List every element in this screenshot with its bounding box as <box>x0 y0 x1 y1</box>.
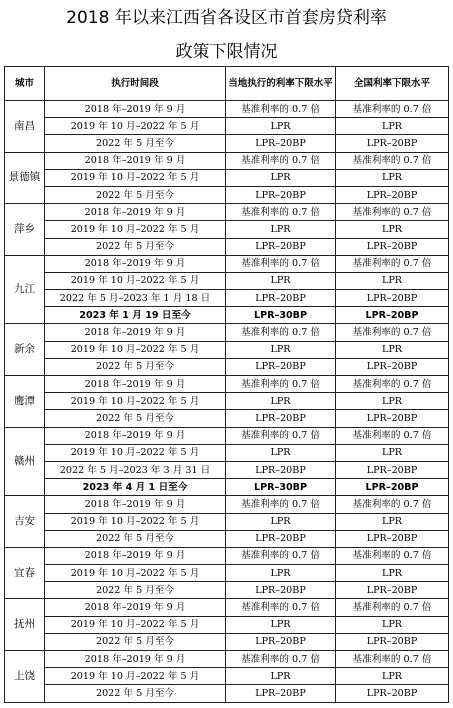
national-rate-cell: 基准利率的 0.7 倍 <box>336 651 449 668</box>
local-rate-cell: 基准利率的 0.7 倍 <box>226 152 336 169</box>
table-row <box>5 272 449 289</box>
header-city: 城市 <box>5 67 45 101</box>
national-rate-cell: LPR–20BP <box>336 290 449 307</box>
local-rate-cell: LPR <box>226 393 336 410</box>
period-cell: 2019 年 10 月–2022 年 5 月 <box>45 668 226 685</box>
period-cell: 2018 年–2019 年 9 月 <box>45 496 226 513</box>
period-cell: 2019 年 10 月–2022 年 5 月 <box>45 272 226 289</box>
header-national-rate: 全国利率下限水平 <box>336 67 449 101</box>
period-cell: 2018 年–2019 年 9 月 <box>45 152 226 169</box>
table-row <box>5 427 449 444</box>
national-rate-cell: LPR–20BP <box>336 685 449 702</box>
table-row <box>5 496 449 513</box>
period-cell: 2022 年 5 月–2023 年 1 月 18 日 <box>45 290 226 307</box>
table-row <box>5 186 449 203</box>
period-cell: 2018 年–2019 年 9 月 <box>45 376 226 393</box>
period-cell: 2018 年–2019 年 9 月 <box>45 547 226 564</box>
table-row <box>5 290 449 307</box>
period-cell: 2019 年 10 月–2022 年 5 月 <box>45 565 226 582</box>
table-row <box>5 204 449 221</box>
national-rate-cell: LPR–20BP <box>336 307 449 324</box>
national-rate-cell: LPR <box>336 221 449 238</box>
period-cell: 2023 年 1 月 19 日至今 <box>45 307 226 324</box>
local-rate-cell: LPR <box>226 565 336 582</box>
period-cell: 2019 年 10 月–2022 年 5 月 <box>45 393 226 410</box>
national-rate-cell: 基准利率的 0.7 倍 <box>336 547 449 564</box>
table-row <box>5 221 449 238</box>
city-cell: 南昌 <box>5 101 45 153</box>
period-cell: 2022 年 5 月至今 <box>45 530 226 547</box>
local-rate-cell: LPR <box>226 272 336 289</box>
period-cell: 2022 年 5 月至今 <box>45 238 226 255</box>
national-rate-cell: LPR <box>336 565 449 582</box>
national-rate-cell: LPR–20BP <box>336 633 449 650</box>
national-rate-cell: LPR–20BP <box>336 186 449 203</box>
local-rate-cell: LPR <box>226 444 336 461</box>
table-row <box>5 152 449 169</box>
national-rate-cell: 基准利率的 0.7 倍 <box>336 376 449 393</box>
local-rate-cell: LPR <box>226 616 336 633</box>
local-rate-cell: LPR–20BP <box>226 135 336 152</box>
table-row <box>5 616 449 633</box>
national-rate-cell: LPR <box>336 118 449 135</box>
local-rate-cell: LPR <box>226 341 336 358</box>
local-rate-cell: 基准利率的 0.7 倍 <box>226 496 336 513</box>
table-row <box>5 307 449 324</box>
national-rate-cell: LPR–20BP <box>336 410 449 427</box>
period-cell: 2018 年–2019 年 9 月 <box>45 427 226 444</box>
national-rate-cell: LPR–20BP <box>336 238 449 255</box>
local-rate-cell: LPR–20BP <box>226 238 336 255</box>
header-period: 执行时间段 <box>45 67 226 101</box>
national-rate-cell: LPR <box>336 169 449 186</box>
table-row <box>5 393 449 410</box>
table-row <box>5 341 449 358</box>
local-rate-cell: 基准利率的 0.7 倍 <box>226 599 336 616</box>
local-rate-cell: 基准利率的 0.7 倍 <box>226 324 336 341</box>
local-rate-cell: LPR <box>226 118 336 135</box>
local-rate-cell: LPR <box>226 513 336 530</box>
city-cell: 新余 <box>5 324 45 376</box>
header-local-rate: 当地执行的利率下限水平 <box>226 67 336 101</box>
period-cell: 2023 年 4 月 1 日至今 <box>45 479 226 496</box>
national-rate-cell: 基准利率的 0.7 倍 <box>336 496 449 513</box>
period-cell: 2018 年–2019 年 9 月 <box>45 324 226 341</box>
period-cell: 2019 年 10 月–2022 年 5 月 <box>45 444 226 461</box>
period-cell: 2022 年 5 月至今 <box>45 410 226 427</box>
national-rate-cell: 基准利率的 0.7 倍 <box>336 204 449 221</box>
national-rate-cell: 基准利率的 0.7 倍 <box>336 152 449 169</box>
period-cell: 2022 年 5 月至今 <box>45 186 226 203</box>
period-cell: 2022 年 5 月至今 <box>45 358 226 375</box>
table-row <box>5 135 449 152</box>
local-rate-cell: 基准利率的 0.7 倍 <box>226 255 336 272</box>
city-cell: 抚州 <box>5 599 45 651</box>
period-cell: 2018 年–2019 年 9 月 <box>45 204 226 221</box>
period-cell: 2018 年–2019 年 9 月 <box>45 101 226 118</box>
table-row <box>5 547 449 564</box>
local-rate-cell: 基准利率的 0.7 倍 <box>226 204 336 221</box>
national-rate-cell: LPR <box>336 616 449 633</box>
period-cell: 2018 年–2019 年 9 月 <box>45 599 226 616</box>
period-cell: 2019 年 10 月–2022 年 5 月 <box>45 221 226 238</box>
period-cell: 2019 年 10 月–2022 年 5 月 <box>45 118 226 135</box>
local-rate-cell: LPR–20BP <box>226 633 336 650</box>
period-cell: 2019 年 10 月–2022 年 5 月 <box>45 513 226 530</box>
table-row <box>5 324 449 341</box>
national-rate-cell: 基准利率的 0.7 倍 <box>336 427 449 444</box>
period-cell: 2022 年 5 月至今 <box>45 582 226 599</box>
table-row <box>5 410 449 427</box>
table-row <box>5 118 449 135</box>
table-row <box>5 651 449 668</box>
local-rate-cell: LPR–20BP <box>226 685 336 702</box>
table-row <box>5 376 449 393</box>
rate-table <box>4 66 449 703</box>
city-cell: 萍乡 <box>5 204 45 256</box>
period-cell: 2022 年 5 月至今 <box>45 633 226 650</box>
local-rate-cell: LPR–20BP <box>226 186 336 203</box>
table-row <box>5 169 449 186</box>
national-rate-cell: LPR <box>336 668 449 685</box>
local-rate-cell: 基准利率的 0.7 倍 <box>226 376 336 393</box>
period-cell: 2018 年–2019 年 9 月 <box>45 651 226 668</box>
table-row <box>5 582 449 599</box>
page-subtitle: 政策下限情况 <box>175 42 278 62</box>
table-row <box>5 530 449 547</box>
period-cell: 2022 年 5 月至今 <box>45 135 226 152</box>
period-cell: 2018 年–2019 年 9 月 <box>45 255 226 272</box>
national-rate-cell: LPR–20BP <box>336 582 449 599</box>
national-rate-cell: LPR <box>336 513 449 530</box>
national-rate-cell: 基准利率的 0.7 倍 <box>336 599 449 616</box>
local-rate-cell: LPR <box>226 668 336 685</box>
table-row <box>5 668 449 685</box>
local-rate-cell: LPR–30BP <box>226 479 336 496</box>
city-cell: 九江 <box>5 255 45 324</box>
table-row <box>5 685 449 702</box>
table-row <box>5 461 449 478</box>
table-row <box>5 101 449 118</box>
local-rate-cell: LPR–30BP <box>226 307 336 324</box>
local-rate-cell: LPR–20BP <box>226 582 336 599</box>
table-row <box>5 358 449 375</box>
national-rate-cell: 基准利率的 0.7 倍 <box>336 255 449 272</box>
national-rate-cell: LPR–20BP <box>336 135 449 152</box>
table-row <box>5 599 449 616</box>
table-row <box>5 479 449 496</box>
table-header-row <box>5 67 449 101</box>
city-cell: 赣州 <box>5 427 45 496</box>
period-cell: 2022 年 5 月–2023 年 3 月 31 日 <box>45 461 226 478</box>
local-rate-cell: LPR <box>226 221 336 238</box>
table-row <box>5 513 449 530</box>
local-rate-cell: LPR–20BP <box>226 410 336 427</box>
national-rate-cell: LPR–20BP <box>336 461 449 478</box>
page-title: 2018 年以来江西省各设区市首套房贷利率 <box>66 8 387 28</box>
city-cell: 鹰潭 <box>5 376 45 428</box>
local-rate-cell: LPR–20BP <box>226 461 336 478</box>
national-rate-cell: LPR <box>336 341 449 358</box>
national-rate-cell: LPR–20BP <box>336 530 449 547</box>
period-cell: 2019 年 10 月–2022 年 5 月 <box>45 616 226 633</box>
local-rate-cell: LPR–20BP <box>226 358 336 375</box>
national-rate-cell: LPR <box>336 444 449 461</box>
period-cell: 2022 年 5 月至今 <box>45 685 226 702</box>
national-rate-cell: LPR <box>336 272 449 289</box>
table-row <box>5 444 449 461</box>
table-row <box>5 633 449 650</box>
national-rate-cell: LPR–20BP <box>336 358 449 375</box>
local-rate-cell: 基准利率的 0.7 倍 <box>226 651 336 668</box>
table-body <box>5 101 449 703</box>
table-row <box>5 238 449 255</box>
period-cell: 2019 年 10 月–2022 年 5 月 <box>45 341 226 358</box>
local-rate-cell: 基准利率的 0.7 倍 <box>226 101 336 118</box>
national-rate-cell: 基准利率的 0.7 倍 <box>336 101 449 118</box>
city-cell: 上饶 <box>5 651 45 703</box>
table-row <box>5 565 449 582</box>
local-rate-cell: LPR <box>226 169 336 186</box>
local-rate-cell: LPR–20BP <box>226 290 336 307</box>
city-cell: 吉安 <box>5 496 45 548</box>
national-rate-cell: LPR <box>336 393 449 410</box>
national-rate-cell: LPR–20BP <box>336 479 449 496</box>
table-row <box>5 255 449 272</box>
city-cell: 景德镇 <box>5 152 45 204</box>
city-cell: 宜春 <box>5 547 45 599</box>
local-rate-cell: LPR–20BP <box>226 530 336 547</box>
period-cell: 2019 年 10 月–2022 年 5 月 <box>45 169 226 186</box>
local-rate-cell: 基准利率的 0.7 倍 <box>226 427 336 444</box>
local-rate-cell: 基准利率的 0.7 倍 <box>226 547 336 564</box>
national-rate-cell: 基准利率的 0.7 倍 <box>336 324 449 341</box>
